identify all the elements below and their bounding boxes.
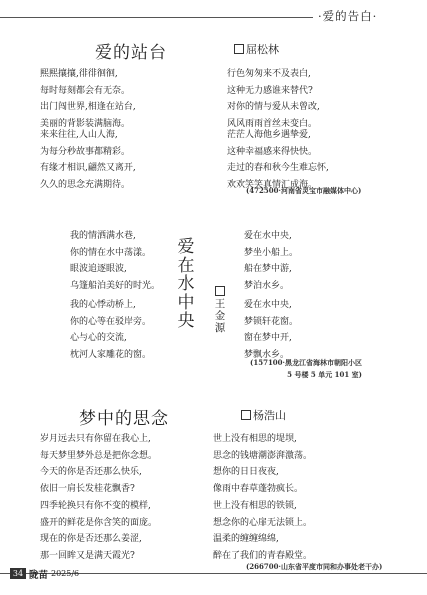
poem2-stanza-4: [244, 297, 298, 363]
poem-line: 出门闯世界,相逢在站台,: [40, 102, 136, 112]
page-number: 34: [10, 568, 26, 579]
poem-line: 走过的春和秋今生难忘怀,: [227, 163, 329, 173]
poem-line: 为每分秒故事都精彩。: [40, 146, 131, 157]
poem-line: 今天的你是否还那么快乐,: [40, 467, 142, 477]
poem2-address: [222, 357, 362, 381]
poem-line: 梦泊水乡。: [244, 280, 290, 291]
poem-line: 对你的情与爱从未曾改,: [227, 102, 320, 112]
poem3-author: [241, 407, 286, 423]
poem1-address: (472500·河南省灵宝市融媒体中心): [246, 186, 362, 195]
poem-line: 美丽的背影装满脑海。: [40, 118, 131, 129]
poem-line: 窗在梦中开,: [244, 333, 292, 343]
poem-line: 爱在水中央,: [244, 300, 292, 310]
poem-line: 来来往往,人山人海,: [40, 130, 118, 140]
poem2-author: [214, 286, 226, 334]
poem-line: 有缘才相识,翩然又离开,: [40, 163, 136, 173]
poem-line: 乌篷船泊美好的时光。: [70, 280, 161, 291]
poem-line: 醉在了我们的青春殿堂。: [213, 550, 313, 561]
journal-name: 陇苗: [29, 570, 49, 581]
poem-line: 你的心等在驳岸旁。: [70, 316, 152, 327]
poem-line: 每天梦里梦外总是把你念想。: [40, 450, 158, 461]
poem-line: 茫茫人海他乡遇挚爱,: [227, 130, 311, 140]
poem1-stanza-2: [40, 127, 136, 193]
issue-number: 2025/6: [51, 569, 80, 578]
poem3-stanza-1: [40, 431, 157, 497]
poem2-stanza-1: [70, 228, 160, 294]
poem-line: 枕河人家雕花的窗。: [70, 349, 152, 360]
poem-line: 梦锁轩花窗。: [244, 316, 299, 327]
poem1-stanza-3: [227, 66, 320, 132]
poem-line: 想念你的心扉无法锁上。: [213, 517, 313, 528]
poem-line: 爱在水中央,: [244, 231, 292, 241]
poem1-stanza-1: [40, 66, 136, 132]
poem1-stanza-4: [227, 127, 329, 193]
author-box-icon: [241, 410, 251, 420]
poem-line: 四季轮换只有你不变的模样,: [40, 501, 151, 511]
poem-line: 世上没有相思的堤坝,: [213, 434, 297, 444]
poem2-title: 爱在水中央: [177, 237, 195, 331]
poem3-stanza-2: [40, 498, 157, 564]
poem-line: 这种幸福感来得快快。: [227, 146, 318, 157]
poem-line: 依旧一肩长发桂花飘香?: [40, 483, 135, 494]
poem-line: 久久的思念充满期待。: [40, 179, 131, 190]
poem-line: 温柔的缠缠绵绵,: [213, 534, 279, 544]
poem-line: 风风雨雨首丝未变白。: [227, 118, 318, 129]
poem-line: 梦坐小船上。: [244, 247, 299, 258]
poem1-author-name: 屈松林: [246, 43, 279, 56]
poem-line: 思念的钱塘潮澎湃激荡。: [213, 450, 313, 461]
poem-line: 岁月远去只有你留在我心上,: [40, 434, 151, 444]
poem-line: 那一回眸又是满天霞光?: [40, 550, 135, 561]
poem-line: 盛开的鲜花是你含笑的面庞。: [40, 517, 158, 528]
poem-line: 现在的你是否还那么姜涩,: [40, 534, 142, 544]
poem-line: 你的情在水中荡漾。: [70, 247, 152, 258]
poem2-address-line-2: 5 号楼 5 单元 101 室): [287, 370, 362, 379]
poem3-title: 梦中的思念: [79, 409, 169, 429]
poem2-author-name: 王金源: [214, 298, 226, 334]
poem2-address-line-1: (157100·黑龙江省海林市朝阳小区: [250, 358, 362, 367]
poem-line: 像雨中春草蓬勃疯长。: [213, 483, 304, 494]
poem3-address: (266700·山东省平度市同和办事处老干办): [246, 562, 383, 571]
poem-line: 我的心悸动桥上,: [70, 300, 136, 310]
poem-line: 想你的日日夜夜,: [213, 467, 279, 477]
poem3-stanza-3: [213, 431, 312, 497]
poem1-title: 爱的站台: [95, 43, 167, 63]
poem-line: 欢欢笑笑真情汇成海。: [227, 179, 318, 190]
poem3-stanza-4: [213, 498, 312, 564]
poem2-stanza-2: [70, 297, 151, 363]
poem-line: 行色匆匆来不及表白,: [227, 69, 311, 79]
poem2-stanza-3: [244, 228, 298, 294]
poem-line: 每时每刻都会有无奈。: [40, 85, 131, 96]
poem-line: 梦飘水乡。: [244, 349, 290, 360]
header-rule: [0, 17, 313, 18]
poem-line: 心与心的交流,: [70, 333, 127, 343]
author-box-icon: [215, 286, 225, 296]
poem-line: 这种无力感谁来替代?: [227, 85, 313, 96]
poem1-author: [234, 41, 279, 57]
column-title: ·爱的告白·: [318, 9, 378, 23]
poem-line: 世上没有相思的铁锁,: [213, 501, 297, 511]
author-box-icon: [234, 44, 244, 54]
poem-line: 船在梦中游,: [244, 264, 292, 274]
poem-line: 熙熙攘攘,徘徘徊徊,: [40, 69, 118, 79]
poem-line: 我的情洒满水巷,: [70, 231, 136, 241]
poem3-author-name: 杨浩山: [253, 409, 286, 422]
poem-line: 眼波追逐眼波,: [70, 264, 127, 274]
